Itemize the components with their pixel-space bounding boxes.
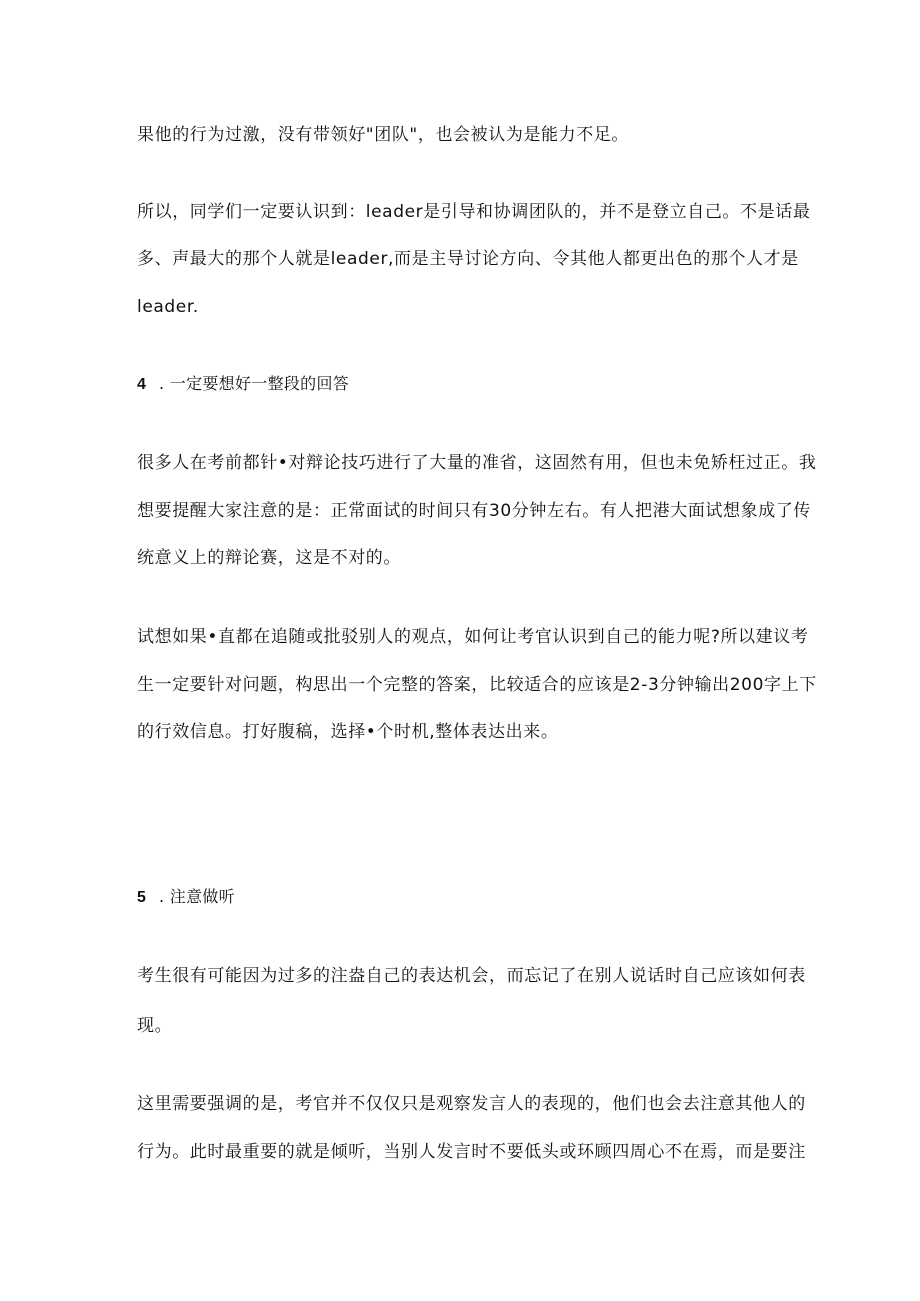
paragraph-6-line-2: 行为。此时最重要的就是倾听，当别人发言时不要低头或环顾四周心不在焉，而是要注: [137, 1142, 806, 1162]
paragraph-3-line-1: 很多人在考前都针•对辩论技巧进行了大量的准省，这固然有用，但也未免矫枉过正。我: [137, 453, 817, 473]
paragraph-4-line-3: 的行效信息。打好腹稿，选择•个时机,整体表达出来。: [137, 722, 559, 742]
section-title-4: . 一定要想好一整段的回答: [159, 374, 350, 393]
section-heading-5: [137, 885, 235, 910]
paragraph-2-line-1: 所以，同学们一定要认识到：leader是引导和协调团队的，并不是登立自己。不是话最: [137, 202, 811, 222]
paragraph-3-line-2: 想要提醒大家注意的是：正常面试的时间只有30分钟左右。有人把港大面试想象成了传: [137, 501, 812, 521]
section-number-4: 4: [137, 376, 147, 393]
paragraph-2-line-3: leader.: [137, 297, 199, 317]
paragraph-3-line-3: 统意义上的辩论赛，这是不对的。: [137, 548, 401, 568]
section-number-5: 5: [137, 889, 147, 906]
paragraph-2-line-2: 多、声最大的那个人就是leader,而是主导讨论方向、令其他人都更出色的那个人才是: [137, 249, 799, 269]
paragraph-4-line-2: 生一定要针对问题，构思出一个完整的答案，比较适合的应该是2-3分钟输出200字上下: [137, 675, 817, 695]
section-title-5: . 注意做听: [159, 887, 235, 906]
paragraph-5-line-2: 现。: [137, 1016, 173, 1036]
paragraph-4-line-1: 试想如果•直都在追随或批驳别人的观点，如何让考官认识到自己的能力呢?所以建议考: [137, 627, 809, 647]
paragraph-1-line-1: 果他的行为过激，没有带领好"团队"，也会被认为是能力不足。: [137, 125, 630, 145]
section-heading-4: [137, 372, 349, 397]
paragraph-5-line-1: 考生很有可能因为过多的注盎自己的表达机会，而忘记了在别人说话时自己应该如何表: [137, 966, 806, 986]
paragraph-6-line-1: 这里需要强调的是，考官并不仅仅只是观察发言人的表现的，他们也会去注意其他人的: [137, 1094, 806, 1114]
